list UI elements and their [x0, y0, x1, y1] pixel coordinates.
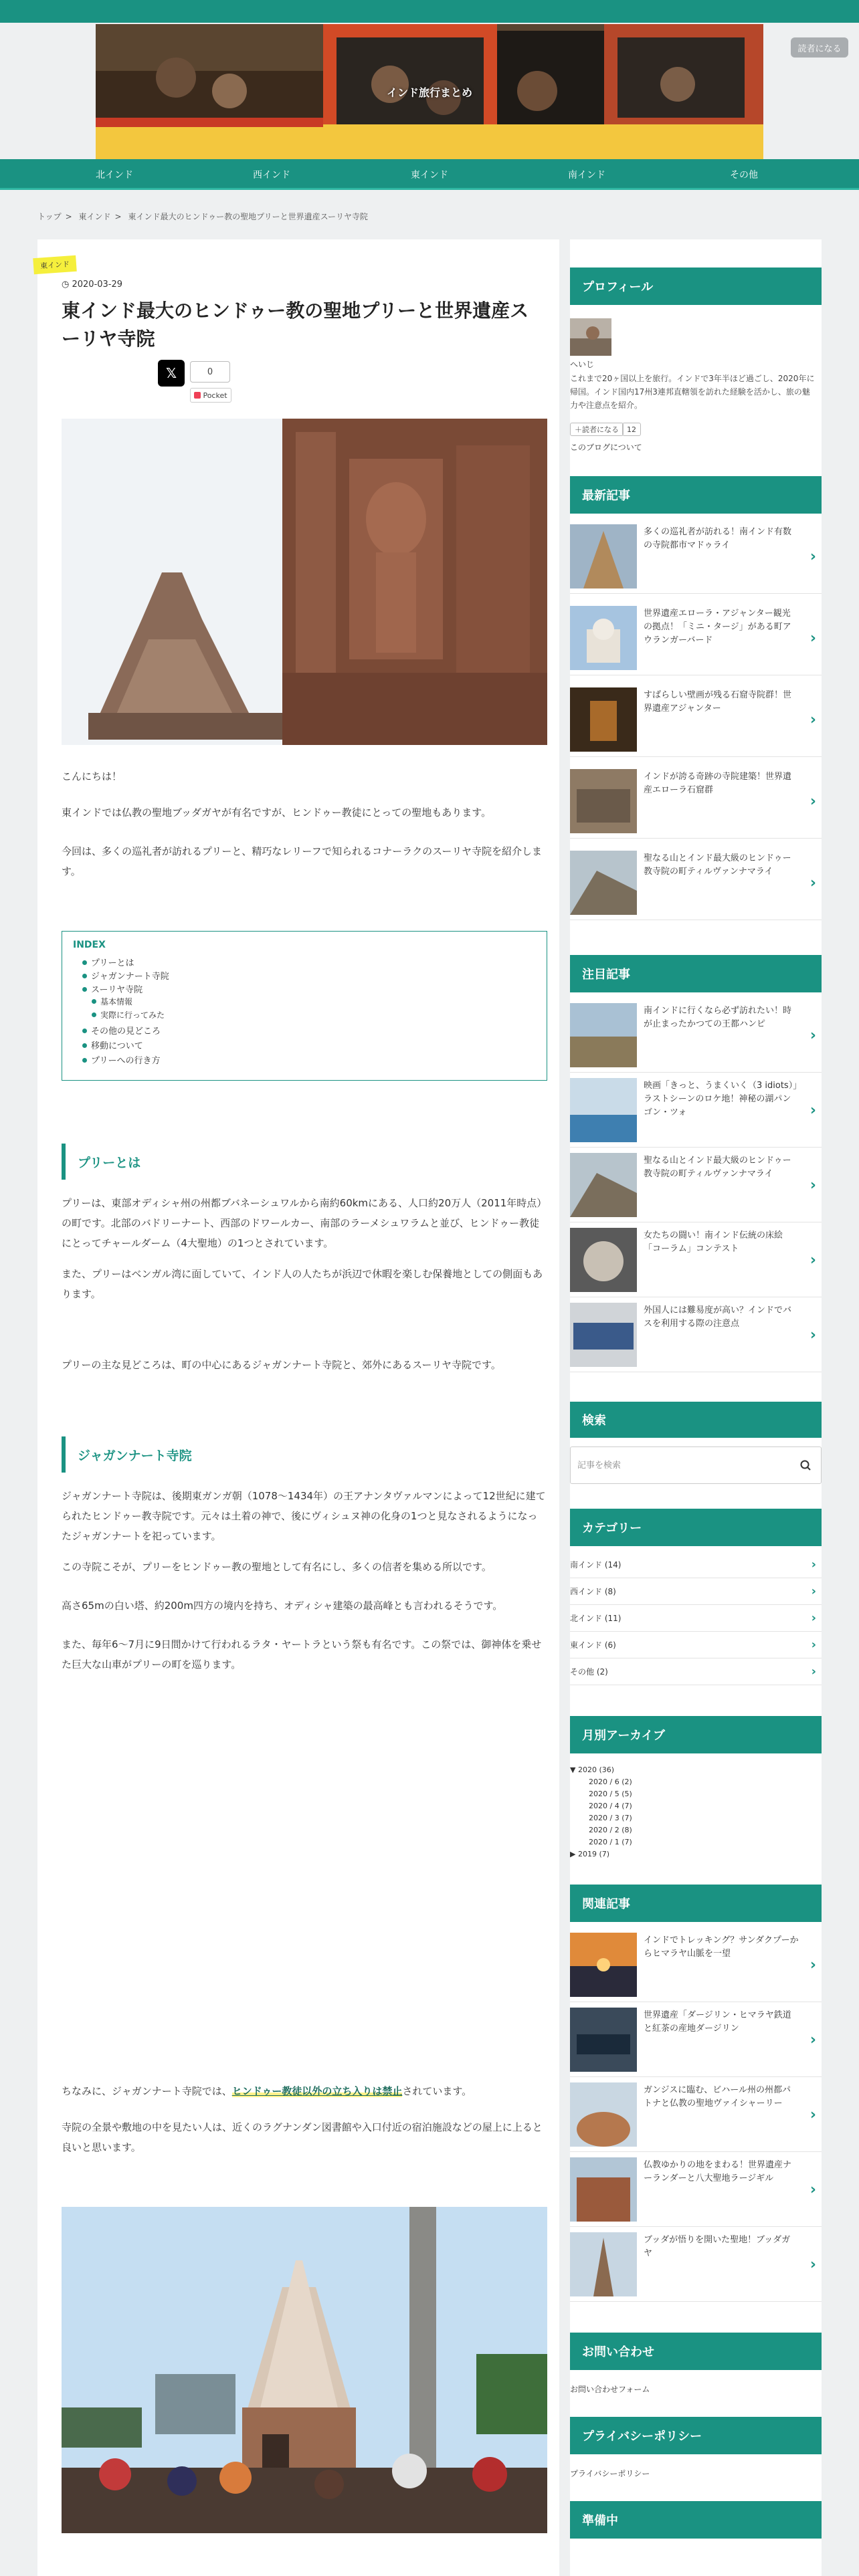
card-thumbnail: [570, 769, 637, 833]
category-label[interactable]: 東インド: [33, 255, 77, 274]
thumbnail-image: [570, 1303, 637, 1367]
breadcrumb-current: 東インド最大のヒンドゥー教の聖地プリーと世界遺産スーリヤ寺院: [128, 212, 368, 221]
card-thumbnail: [570, 1303, 637, 1367]
archive-month[interactable]: 2020 / 2 (8): [589, 1826, 632, 1834]
post-date: [62, 280, 122, 290]
card-title[interactable]: 世界遺産「ダージリン・ヒマラヤ鉄道と紅茶の産地ダージリン: [644, 2010, 791, 2034]
puri-p2: また、プリーはベンガル湾に面していて、インド人の人たちが浜辺で休暇を楽しむ保養地としての側面もあります。: [62, 1268, 543, 1300]
nav-east-india[interactable]: 東インド: [411, 170, 448, 181]
card-thumbnail: [570, 2082, 637, 2147]
clock-icon: ◷: [62, 280, 70, 290]
chevron-right-icon: ›: [809, 875, 816, 891]
thumbnail-image: [570, 687, 637, 752]
follow-label: 読者になる: [582, 425, 619, 434]
avatar[interactable]: [570, 318, 611, 356]
chevron-right-icon: ›: [809, 712, 816, 728]
card-title[interactable]: ブッダが悟りを開いた聖地！ブッダガヤ: [644, 2235, 791, 2258]
thumbnail-image: [570, 1078, 637, 1142]
related-card[interactable]: [570, 1927, 822, 2002]
thumbnail-image: [570, 1003, 637, 1067]
card-thumbnail: [570, 2157, 637, 2222]
search-icon: [799, 1459, 812, 1471]
featured-card[interactable]: [570, 1073, 822, 1148]
non-hindu-prohibited-link[interactable]: ヒンドゥー教徒以外の立ち入りは禁止: [231, 2085, 403, 2097]
note-after: されています。: [402, 2085, 472, 2097]
plus-icon: ＋: [575, 425, 582, 434]
jagannath-temple-image: [62, 2207, 547, 2533]
share-x-button[interactable]: 𝕏: [158, 360, 185, 387]
chevron-right-icon: ›: [809, 1027, 816, 1044]
global-nav: [0, 159, 859, 190]
thumbnail-image: [570, 2232, 637, 2296]
breadcrumb-separator: >: [65, 212, 72, 221]
chevron-right-icon: ›: [809, 2181, 816, 2198]
card-thumbnail: [570, 1228, 637, 1292]
archive-month[interactable]: 2020 / 6 (2): [589, 1778, 632, 1786]
featured-card[interactable]: [570, 1148, 822, 1222]
category-label: 南インド (14): [570, 1560, 622, 1570]
nav-west-india[interactable]: 西インド: [253, 170, 290, 181]
archive-year-2020[interactable]: ▼ 2020 (36): [570, 1765, 615, 1774]
nav-other[interactable]: その他: [730, 170, 758, 181]
share-count: 0: [190, 361, 230, 383]
thumbnail-image: [570, 769, 637, 833]
profile-name[interactable]: へいじ: [570, 360, 595, 369]
category-label: 東インド (6): [570, 1640, 616, 1650]
card-thumbnail: [570, 524, 637, 588]
sidebar: [570, 239, 822, 2576]
intro-p2: 東インドでは仏教の聖地ブッダガヤが有名ですが、ヒンドゥー教徒にとっての聖地もあります。: [62, 807, 492, 819]
card-thumbnail: [570, 2232, 637, 2296]
card-title[interactable]: 外国人には難易度が高い？インドでバスを利用する際の注意点: [644, 1305, 792, 1329]
related-card[interactable]: [570, 2077, 822, 2152]
jagannath-photo: [62, 2207, 547, 2533]
page-title: 東インド最大のヒンドゥー教の聖地プリーと世界遺産スーリヤ寺院: [62, 300, 529, 350]
category-label: その他 (2): [570, 1667, 608, 1677]
card-thumbnail: [570, 1153, 637, 1217]
thumbnail-image: [570, 606, 637, 670]
chevron-right-icon: ›: [809, 1177, 816, 1194]
card-title[interactable]: 映画「きっと、うまくいく（3 idiots）」ラストシーンのロケ地！神秘の湖パンゴン・ツォ: [644, 1081, 797, 1117]
card-title[interactable]: インドでトレッキング？サンダクプーからヒマラヤ山脈を一望: [644, 1935, 799, 1959]
chevron-right-icon: ›: [811, 1665, 816, 1679]
chevron-right-icon: ›: [809, 2256, 816, 2273]
avatar-photo: [570, 318, 611, 356]
jagannath-p4: また、毎年6〜7月に9日間かけて行われるラタ・ヤートラという祭も有名です。この祭では、御神体を乗せた巨大な山車がプリーの町を巡ります。: [62, 1638, 542, 1671]
related-title: 関連記事: [570, 1885, 822, 1922]
puri-p1: プリーは、東部オディシャ州の州都ブバネーシュワルから南約60kmにある、人口約20万人（2011年時点）の町です。北部のバドリーナート、西部のドワールカー、南部のラーメシュワラムと並び、ヒンドゥー教徒にとってチャールダーム（4大聖地）の1つとされています。: [62, 1197, 547, 1249]
category-item[interactable]: [570, 1551, 822, 1578]
toc-title: INDEX: [73, 940, 106, 950]
category-item[interactable]: [570, 1605, 822, 1632]
follower-count: 12: [622, 423, 641, 436]
privacy-title: プライバシーポリシー: [570, 2417, 822, 2454]
jagannath-note2: 寺院の全景や敷地の中を見たい人は、近くのラグナンダン図書館や入口付近の宿泊施設などの屋上に上ると良いと思います。: [62, 2121, 543, 2153]
card-thumbnail: [570, 687, 637, 752]
intro-p3: 今回は、多くの巡礼者が訪れるプリーと、精巧なレリーフで知られるコナーラクのスーリヤ寺院を紹介します。: [62, 845, 543, 877]
featured-title: 注目記事: [570, 955, 822, 992]
card-thumbnail: [570, 851, 637, 915]
category-item[interactable]: [570, 1632, 822, 1658]
chevron-right-icon: ›: [809, 630, 816, 647]
category-item[interactable]: [570, 1658, 822, 1685]
toc-subitem[interactable]: 基本情報: [92, 996, 132, 1007]
related-card[interactable]: [570, 2002, 822, 2077]
recent-card[interactable]: [570, 601, 822, 675]
chevron-right-icon: ›: [809, 1102, 816, 1119]
article: [37, 239, 559, 2576]
category-item[interactable]: [570, 1578, 822, 1605]
card-title[interactable]: 南インドに行くなら必ず訪れたい！時が止まったかつての王都ハンピ: [644, 1006, 792, 1029]
category-title: カテゴリー: [570, 1509, 822, 1546]
archive-month[interactable]: 2020 / 4 (7): [589, 1802, 632, 1810]
archive-month[interactable]: 2020 / 5 (5): [589, 1790, 632, 1798]
pocket-label: Pocket: [203, 391, 227, 400]
recent-card[interactable]: [570, 764, 822, 839]
card-title[interactable]: 聖なる山とインド最大級のヒンドゥー教寺院の町ティルヴァンナマライ: [644, 1156, 791, 1179]
featured-card[interactable]: [570, 1297, 822, 1372]
reader-button[interactable]: 読者になる: [791, 37, 848, 58]
search-title: 検索: [570, 1402, 822, 1438]
card-title[interactable]: 多くの巡礼者が訪れる！南インド有数の寺院都市マドゥライ: [644, 527, 792, 550]
toc-item[interactable]: スーリヤ寺院: [82, 982, 142, 995]
related-card[interactable]: [570, 2227, 822, 2302]
chevron-right-icon: ›: [811, 1584, 816, 1598]
about-blog-link[interactable]: このブログについて: [570, 443, 642, 452]
header-image[interactable]: [96, 24, 763, 159]
contact-title: お問い合わせ: [570, 2333, 822, 2370]
chevron-right-icon: ›: [809, 1252, 816, 1269]
thumbnail-image: [570, 851, 637, 915]
chevron-right-icon: ›: [809, 1327, 816, 1344]
nav-south-india[interactable]: 南インド: [568, 170, 605, 181]
intro-greeting: こんにちは！: [62, 770, 122, 782]
related-card[interactable]: [570, 2152, 822, 2227]
card-title[interactable]: ガンジスに臨む、ビハール州の州都パトナと仏教の聖地ヴァイシャーリー: [644, 2085, 791, 2109]
preparing-title: 準備中: [570, 2501, 822, 2539]
card-title[interactable]: 女たちの闘い！南インド伝統の床絵「コーラム」コンテスト: [644, 1230, 783, 1254]
thumbnail-image: [570, 1153, 637, 1217]
pocket-button[interactable]: [190, 388, 231, 403]
card-title[interactable]: インドが誇る奇跡の寺院建築！世界遺産エローラ石窟群: [644, 772, 792, 795]
post-date-text: 2020-03-29: [72, 280, 123, 290]
card-title[interactable]: 世界遺産エローラ・アジャンター観光の拠点！「ミニ・タージ」がある町アウランガーバード: [644, 609, 791, 645]
jagannath-p2: この寺院こそが、プリーをヒンドゥー教の聖地として有名にし、多くの信者を集める所以です。: [62, 1561, 492, 1573]
chevron-right-icon: ›: [809, 548, 816, 565]
heading-jagannath: ジャガンナート寺院: [62, 1436, 547, 1473]
konark-photo: [62, 419, 547, 745]
archive-title: 月別アーカイブ: [570, 1716, 822, 1753]
search-input[interactable]: [577, 1457, 778, 1474]
breadcrumb-separator: >: [114, 212, 122, 221]
card-thumbnail: [570, 1933, 637, 1997]
puri-p3: プリーの主な見どころは、町の中心にあるジャガンナート寺院と、郊外にあるスーリヤ寺院です。: [62, 1359, 501, 1371]
recent-title: 最新記事: [570, 476, 822, 514]
jagannath-p1: ジャガンナート寺院は、後期東ガンガ朝（1078〜1434年）の王アナンタヴァルマンによって12世紀に建てられたヒンドゥー教寺院です。元々は土着の神で、後にヴィシュヌ神の化身の1つと見なされるようになったジャガンナートを祀っています。: [62, 1490, 546, 1542]
breadcrumb: [37, 211, 372, 222]
search-box: [570, 1446, 822, 1484]
recent-card[interactable]: [570, 519, 822, 594]
konark-temple-image: [62, 419, 547, 745]
toc-item[interactable]: ジャガンナート寺院: [82, 969, 169, 982]
toc-subitem[interactable]: 実際に行ってみた: [92, 1009, 165, 1021]
card-title[interactable]: 仏教ゆかりの地をまわる！世界遺産ナーランダーと八大聖地ラージギル: [644, 2160, 792, 2183]
toc-item[interactable]: その他の見どころ: [82, 1024, 161, 1037]
contact-form-link[interactable]: お問い合わせフォーム: [570, 2385, 650, 2394]
breadcrumb-category[interactable]: 東インド: [78, 212, 111, 221]
thumbnail-image: [570, 1228, 637, 1292]
card-title[interactable]: 聖なる山とインド最大級のヒンドゥー教寺院の町ティルヴァンナマライ: [644, 853, 791, 877]
toc-item[interactable]: プリーへの行き方: [82, 1053, 160, 1066]
featured-card[interactable]: [570, 1222, 822, 1297]
nav-north-india[interactable]: 北インド: [96, 170, 133, 181]
thumbnail-image: [570, 2082, 637, 2147]
card-title[interactable]: すばらしい壁画が残る石窟寺院群！世界遺産アジャンター: [644, 690, 792, 714]
jagannath-note: [62, 2081, 547, 2101]
chevron-right-icon: ›: [811, 1558, 816, 1572]
jagannath-p3: 高さ65mの白い塔、約200m四方の境内を持ち、オディシャ建築の最高峰とも言われるそうです。: [62, 1600, 503, 1612]
archive-year-2019[interactable]: ▶ 2019 (7): [570, 1850, 610, 1858]
recent-card[interactable]: [570, 682, 822, 757]
card-thumbnail: [570, 1003, 637, 1067]
card-thumbnail: [570, 606, 637, 670]
profile-description: これまで20ヶ国以上を旅行。インドで3年半ほど過ごし、2020年に帰国。インド国内17州3連邦直轄領を訪れた経験を活かし、旅の魅力や注意点を紹介。: [570, 374, 815, 410]
note-before: ちなみに、ジャガンナート寺院では、: [62, 2085, 232, 2097]
thumbnail-image: [570, 2008, 637, 2072]
table-of-contents: [62, 931, 547, 1081]
chevron-right-icon: ›: [809, 793, 816, 810]
pocket-icon: [194, 392, 201, 399]
chevron-right-icon: ›: [809, 2032, 816, 2048]
chevron-right-icon: ›: [811, 1638, 816, 1652]
archive-month[interactable]: 2020 / 1 (7): [589, 1838, 632, 1846]
thumbnail-image: [570, 2157, 637, 2222]
top-bar: [0, 0, 859, 23]
card-thumbnail: [570, 1078, 637, 1142]
search-button[interactable]: [797, 1457, 814, 1474]
breadcrumb-top[interactable]: トップ: [37, 212, 62, 221]
heading-puri: プリーとは: [62, 1144, 547, 1180]
card-thumbnail: [570, 2008, 637, 2072]
thumbnail-image: [570, 1933, 637, 1997]
privacy-policy-link[interactable]: プライバシーポリシー: [570, 2469, 650, 2478]
chevron-right-icon: ›: [811, 1611, 816, 1625]
featured-card[interactable]: [570, 998, 822, 1073]
chevron-right-icon: ›: [809, 2107, 816, 2123]
recent-card[interactable]: [570, 845, 822, 920]
thumbnail-image: [570, 524, 637, 588]
category-label: 北インド (11): [570, 1614, 622, 1623]
chevron-right-icon: ›: [809, 1957, 816, 1973]
site-title[interactable]: インド旅行まとめ: [386, 86, 472, 99]
archive-month[interactable]: 2020 / 3 (7): [589, 1814, 632, 1822]
toc-item[interactable]: プリーとは: [82, 956, 134, 968]
follow-button[interactable]: [570, 423, 624, 436]
toc-item[interactable]: 移動について: [82, 1039, 143, 1051]
category-label: 西インド (8): [570, 1587, 616, 1596]
profile-title: プロフィール: [570, 267, 822, 305]
